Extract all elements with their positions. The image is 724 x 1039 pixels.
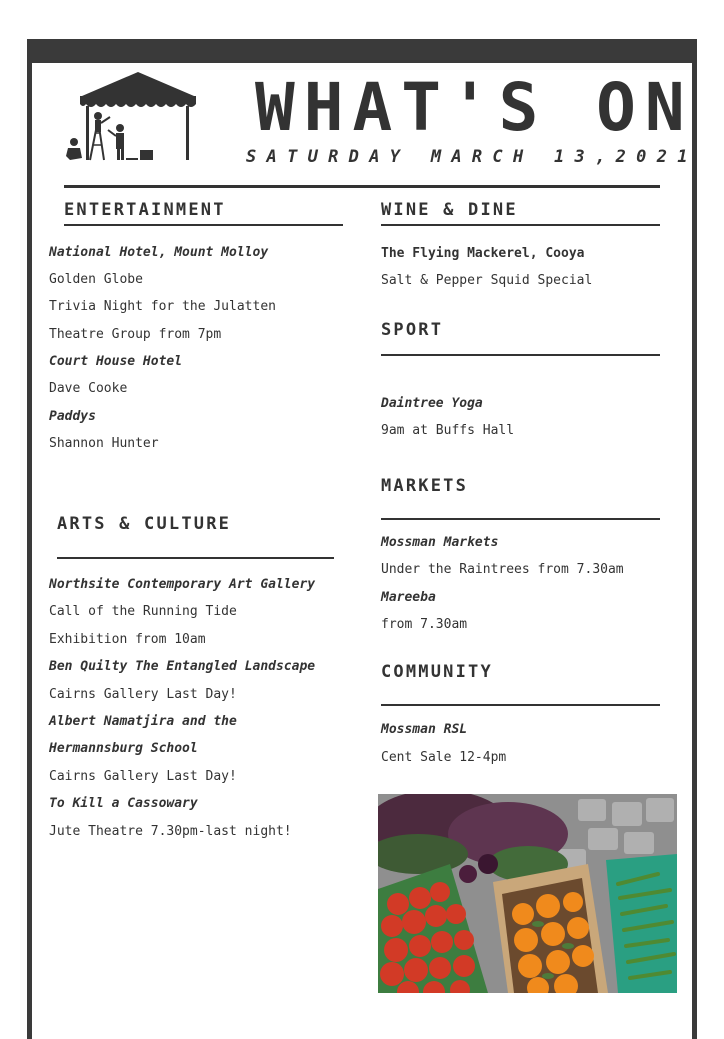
wine-heading: WINE & DINE (381, 200, 518, 220)
list-item: Cairns Gallery Last Day! (49, 687, 237, 702)
header-divider (64, 185, 660, 188)
list-item: Call of the Running Tide (49, 604, 237, 619)
list-item: from 7.30am (381, 617, 468, 632)
list-item: Jute Theatre 7.30pm-last night! (49, 824, 292, 839)
list-item: Albert Namatjira and the (49, 714, 237, 729)
list-item: Northsite Contemporary Art Gallery (49, 577, 316, 592)
list-item: Cairns Gallery Last Day! (49, 769, 237, 784)
list-item: National Hotel, Mount Molloy (49, 245, 269, 260)
list-item: Daintree Yoga (381, 396, 483, 411)
event-date: SATURDAY MARCH 13,2021 (246, 147, 698, 167)
community-heading: COMMUNITY (381, 662, 493, 682)
list-item: Shannon Hunter (49, 436, 159, 451)
arts-heading: ARTS & CULTURE (57, 514, 232, 534)
sport-heading: SPORT (381, 320, 444, 340)
list-item: Paddys (49, 409, 96, 424)
markets-divider (381, 518, 660, 520)
list-item: Salt & Pepper Squid Special (381, 273, 593, 288)
sport-divider (381, 354, 660, 356)
list-item: Mareeba (381, 590, 436, 605)
list-item: Under the Raintrees from 7.30am (381, 562, 624, 577)
entertainment-divider (64, 224, 343, 226)
list-item: Court House Hotel (49, 354, 183, 369)
market-produce-photo (378, 794, 677, 993)
community-divider (381, 704, 660, 706)
list-item: 9am at Buffs Hall (381, 423, 515, 438)
entertainment-heading: ENTERTAINMENT (64, 200, 226, 220)
list-item: The Flying Mackerel, Cooya (381, 246, 585, 261)
list-item: Trivia Night for the Julatten (49, 299, 276, 314)
list-item: Cent Sale 12-4pm (381, 750, 507, 765)
list-item: Hermannsburg School (49, 741, 198, 756)
markets-heading: MARKETS (381, 476, 469, 496)
market-stall-icon (60, 70, 200, 168)
list-item: Dave Cooke (49, 381, 128, 396)
arts-divider (57, 557, 334, 559)
page-title: WHAT'S ON (255, 69, 694, 146)
list-item: Mossman Markets (381, 535, 499, 550)
list-item: Mossman RSL (381, 722, 468, 737)
wine-divider (381, 224, 660, 226)
list-item: Golden Globe (49, 272, 143, 287)
list-item: To Kill a Cassowary (49, 796, 198, 811)
list-item: Theatre Group from 7pm (49, 327, 222, 342)
list-item: Ben Quilty The Entangled Landscape (49, 659, 316, 674)
list-item: Exhibition from 10am (49, 632, 206, 647)
